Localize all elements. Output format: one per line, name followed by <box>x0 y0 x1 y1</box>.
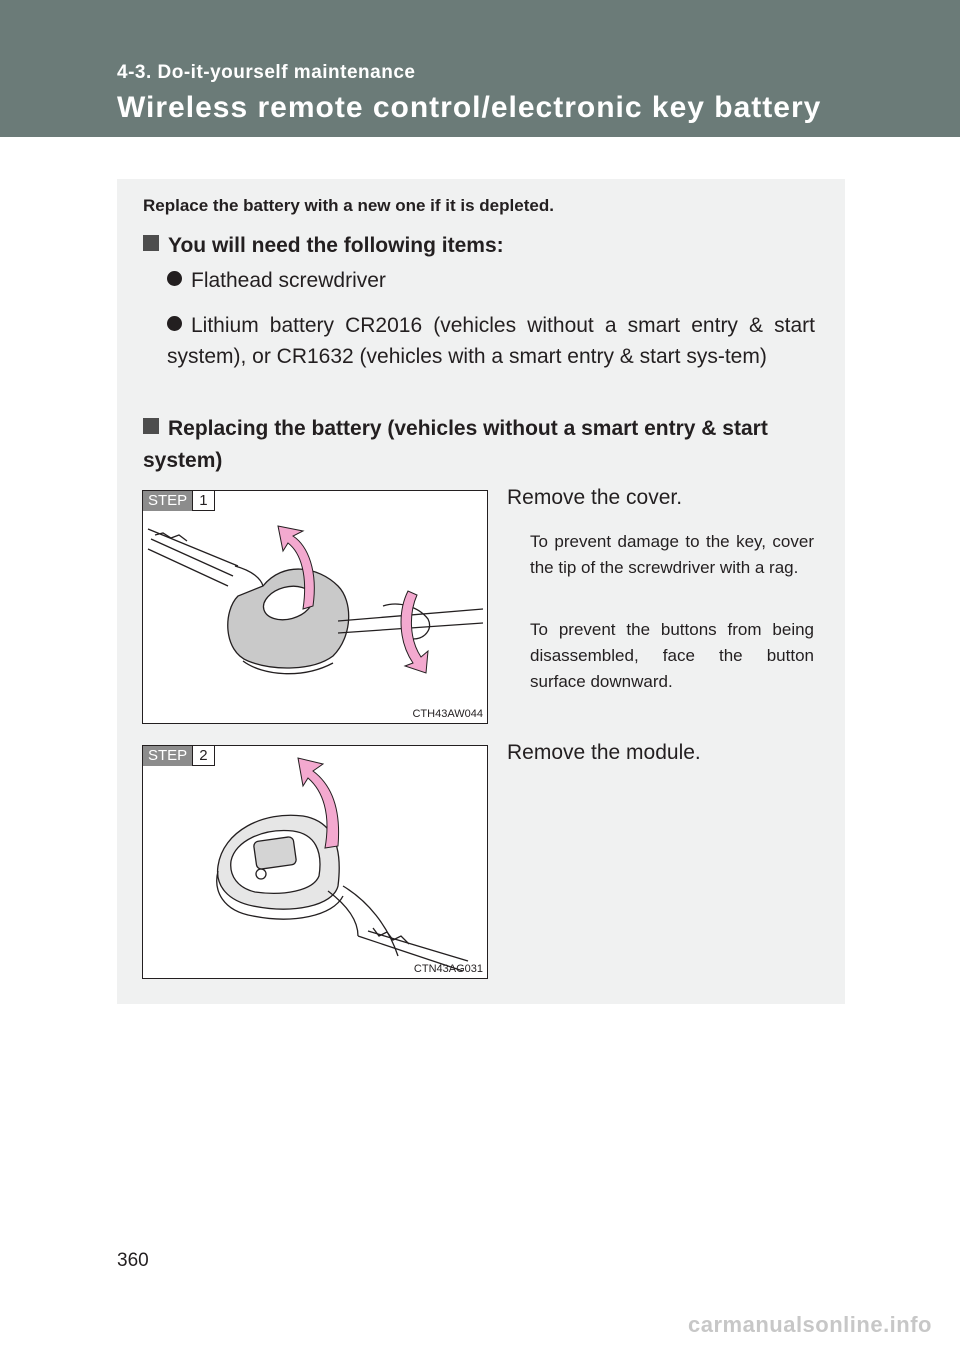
section-label: 4-3. Do-it-yourself maintenance <box>117 62 416 83</box>
step1-note: To prevent the buttons from being disassembled, face the button surface downward. <box>530 620 814 691</box>
step1-figure <box>142 490 488 724</box>
step1-note: To prevent damage to the key, cover the tip of the screwdriver with a rag. <box>530 532 814 577</box>
page-number: 360 <box>117 1250 149 1271</box>
figure-code: CTH43AW044 <box>412 708 483 720</box>
step2-instruction: Remove the module. <box>507 741 701 764</box>
step1-instruction: Remove the cover. <box>507 486 683 509</box>
watermark: carmanualsonline.info <box>688 1312 932 1337</box>
list-item: Lithium battery CR2016 (vehicles without a smart entry & start system), or CR1632 (vehicles with a smart entry & start sys-tem) <box>167 314 815 368</box>
round-bullet-icon <box>167 316 182 331</box>
list-item: Flathead screwdriver <box>167 265 815 296</box>
page-header <box>0 0 960 137</box>
page-title: Wireless remote control/electronic key battery <box>117 91 822 124</box>
items-heading: You will need the following items: <box>143 230 815 262</box>
key-module-illustration <box>143 746 487 978</box>
key-cover-illustration <box>143 491 487 723</box>
square-bullet-icon <box>143 235 159 251</box>
rotate-arrow-icon <box>401 591 428 673</box>
step-badge: STEP 1 <box>143 491 215 511</box>
replace-heading: Replacing the battery (vehicles without a smart entry & start system) <box>143 417 768 472</box>
step-badge: STEP 2 <box>143 746 215 766</box>
round-bullet-icon <box>167 271 182 286</box>
figure-code: CTN43AG031 <box>413 963 483 975</box>
intro-text: Replace the battery with a new one if it is depleted. <box>143 196 554 215</box>
step2-figure <box>142 745 488 979</box>
square-bullet-icon <box>143 418 159 434</box>
